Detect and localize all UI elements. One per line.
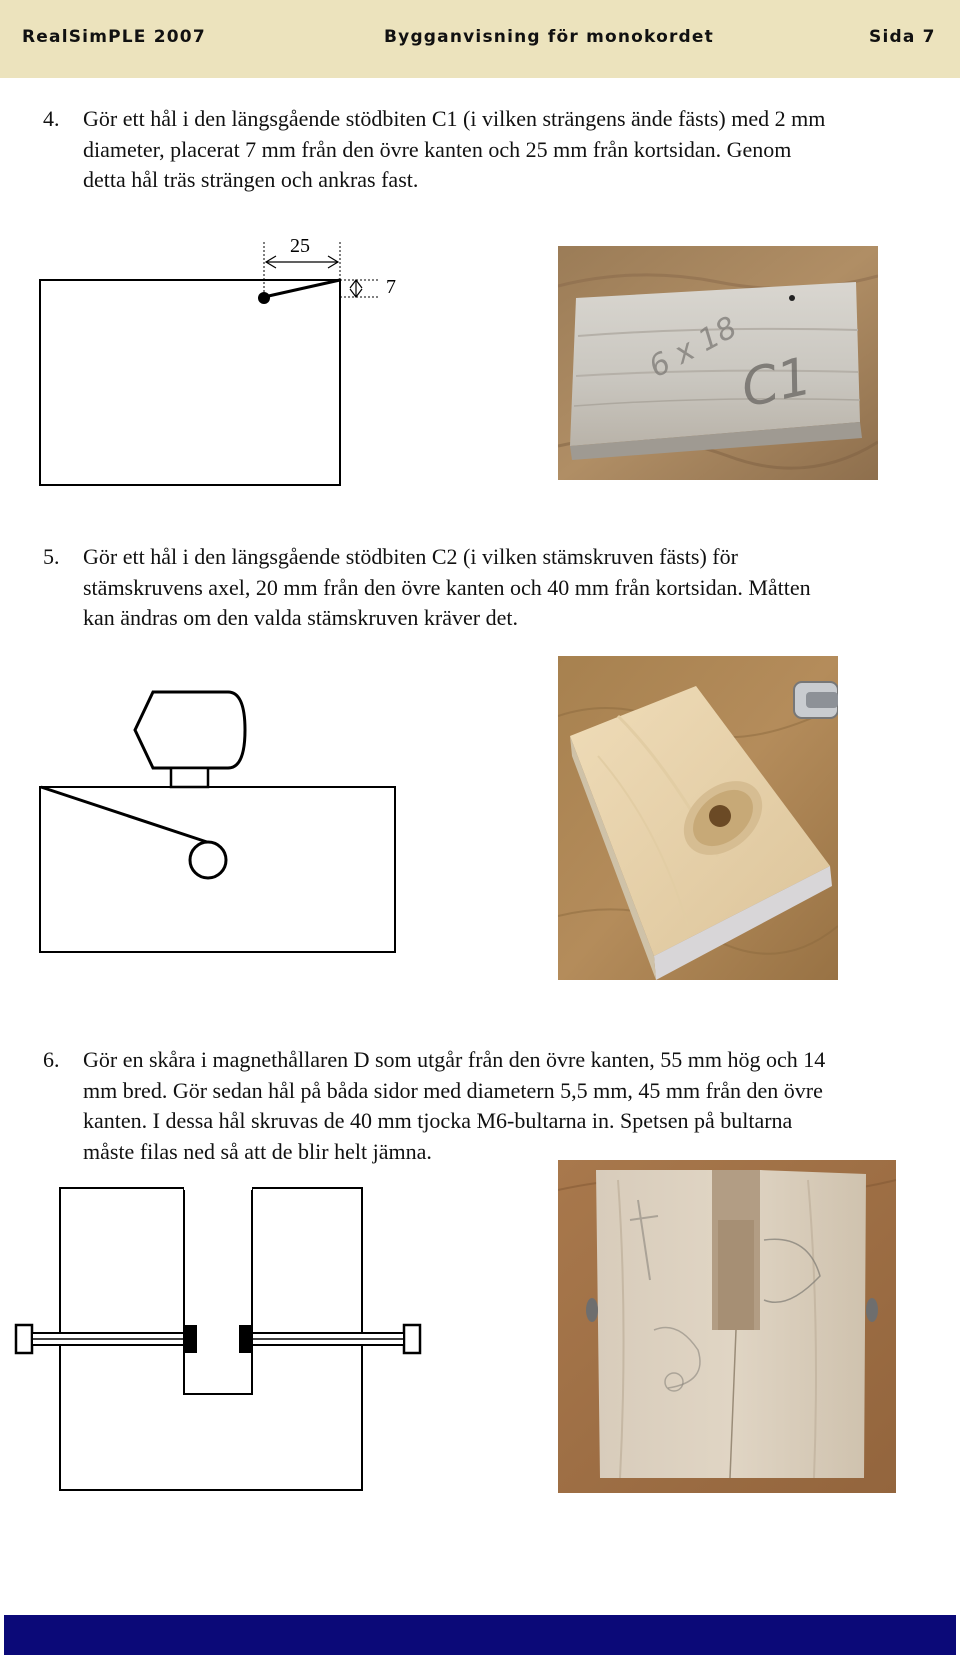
tuning-screw-axle-hole — [190, 842, 226, 878]
photo-support-block-c2 — [558, 656, 838, 980]
hole-position-diagram — [30, 230, 420, 500]
step-line: måste filas ned så att de blir helt jämna. — [83, 1138, 432, 1164]
document-brand: RealSimPLE 2007 — [22, 27, 206, 47]
string-hole — [258, 292, 270, 304]
step-line: kan ändras om den valda stämskruven kräver det. — [83, 605, 518, 630]
support-block-c1 — [40, 280, 340, 485]
bolt-tip-left — [184, 1325, 197, 1353]
bolt-head-left — [586, 1298, 598, 1322]
photo-support-block-c1 — [558, 246, 878, 480]
axle-hole — [709, 805, 731, 827]
handwritten-dimensions: 6 x 18 — [643, 309, 743, 386]
bolt-tip-right — [239, 1325, 252, 1353]
tuning-peg-shaft — [171, 768, 208, 787]
bolt-head-right — [404, 1325, 420, 1353]
step-5 — [43, 542, 953, 637]
step-line: stämskruvens axel, 20 mm från den övre kanten och 40 mm från kortsidan. Måtten — [83, 574, 811, 600]
step-number: 5. — [43, 544, 60, 569]
tuning-peg-head — [135, 692, 245, 768]
wood-block — [570, 282, 860, 446]
step-line: Gör ett hål i den längsgående stödbiten C2 (i vilken stämskruven fästs) för — [83, 544, 738, 569]
step-4 — [43, 104, 953, 199]
magnet-holder-diagram — [10, 1180, 430, 1500]
step-line: Gör en skåra i magnethållaren D som utgår från den övre kanten, 55 mm hög och 14 — [83, 1047, 826, 1072]
footer-bar — [4, 1615, 956, 1655]
step-line: detta hål träs strängen och ankras fast. — [83, 167, 419, 192]
step-6 — [43, 1045, 953, 1170]
step-text — [83, 542, 953, 634]
photo-magnet-holder — [558, 1160, 896, 1493]
bolt-head-right — [866, 1298, 878, 1322]
dimension-label-vertical: 7 — [386, 276, 396, 298]
step-number: 6. — [43, 1047, 60, 1072]
page-header — [0, 0, 960, 78]
step-line: Gör ett hål i den längsgående stödbiten C1 (i vilken strängens ände fästs) med 2 mm — [83, 106, 826, 131]
bolt-head-left — [16, 1325, 32, 1353]
page-number: Sida 7 — [869, 27, 936, 47]
tuning-screw-diagram — [30, 680, 410, 965]
document-title: Bygganvisning för monokordet — [384, 27, 714, 47]
step-line: diameter, placerat 7 mm från den övre kanten och 25 mm från kortsidan. Genom — [83, 136, 792, 162]
step-line: kanten. I dessa hål skruvas de 40 mm tjocka M6-bultarna in. Spetsen på bultarna — [83, 1108, 793, 1133]
step-text — [83, 104, 953, 196]
step-text — [83, 1045, 953, 1167]
tuning-screw-hardware — [794, 682, 838, 718]
hole-mark — [789, 295, 795, 301]
handwritten-part-label: C1 — [736, 346, 817, 420]
dimension-label-horizontal: 25 — [290, 235, 310, 257]
step-number: 4. — [43, 106, 60, 131]
step-line: mm bred. Gör sedan hål på båda sidor med diametern 5,5 mm, 45 mm från den övre — [83, 1077, 823, 1103]
